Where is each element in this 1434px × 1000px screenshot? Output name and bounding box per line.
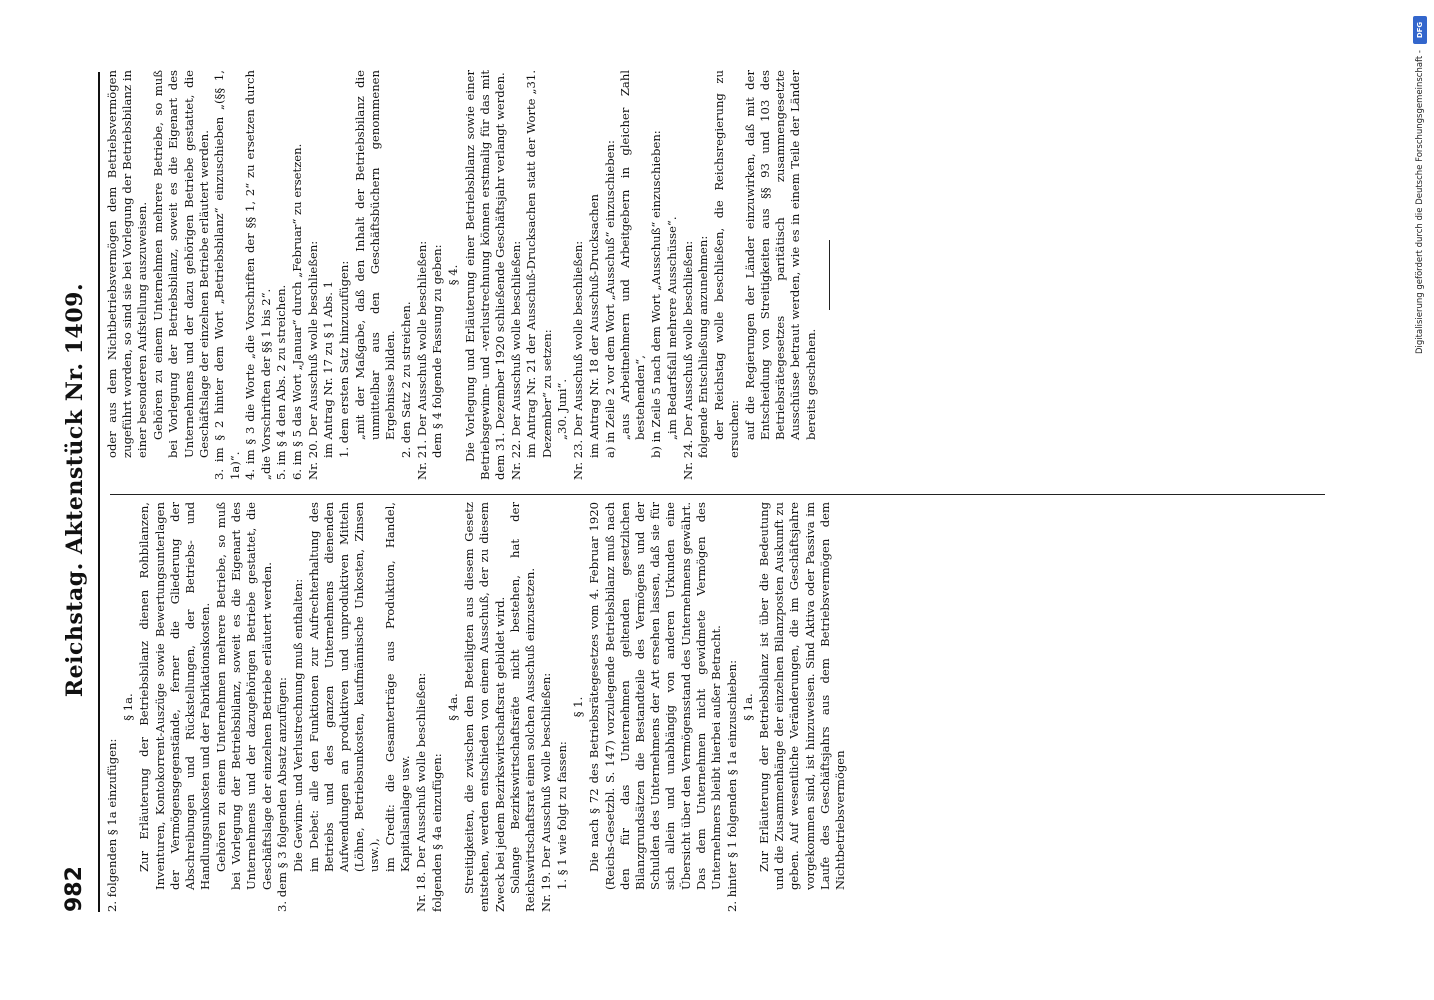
- header-rule: [98, 72, 100, 912]
- motion-heading: Nr. 21. Der Ausschuß wolle beschließen:: [414, 240, 429, 480]
- motion-heading: Nr. 24. Der Ausschuß wolle beschließen:: [680, 240, 695, 480]
- section-heading: § 4.: [446, 264, 461, 286]
- paragraph: im Antrag Nr. 17 zu § 1 Abs. 1: [321, 281, 336, 458]
- column-divider: [110, 494, 1325, 495]
- paragraph: 1. § 1 wie folgt zu fassen:: [554, 741, 569, 890]
- paragraph: 6. im § 5 das Wort „Januar“ durch „Februar“ zu ersetzen.: [289, 143, 304, 480]
- paragraph: 2. den Satz 2 zu streichen.: [398, 301, 413, 458]
- paragraph: auf die Regierungen der Länder einzuwirken, daß mit der Entscheidung von Streitigkeiten aus §§ 93 und 103 des Betriebsrätegesetzes paritätisch zusammengesetzte Ausschüsse betraut werden, wie es in einem Teile der Länder bereits geschehen.: [742, 70, 818, 440]
- paragraph: im Antrag Nr. 21 der Ausschuß-Drucksachen statt der Worte „31. Dezember“ zu setzen:: [524, 70, 554, 458]
- paragraph: 3. im § 2 hinter dem Wort „Betriebsbilanz“ einzuschieben „(§§ 1, 1a)“.: [212, 70, 242, 480]
- paragraph: a) in Zeile 2 vor dem Wort „Ausschuß“ einzuschieben:: [602, 140, 617, 458]
- section-heading: § 1a.: [121, 693, 136, 721]
- paragraph: im Debet: alle den Funktionen zur Aufrechterhaltung des Betriebs und des ganzen Unternehmens dienenden Aufwendungen an produktiven und unproduktiven Mitteln (Löhne, Betriebsunkosten, kaufmännische Unkosten, Zinsen usw.),: [306, 502, 382, 872]
- paragraph: „aus Arbeitnehmern und Arbeitgebern in gleicher Zahl bestehenden“,: [618, 70, 648, 440]
- paragraph: Zur Erläuterung der Betriebsbilanz dienen Rohbilanzen, Inventuren, Kontokorrent-Auszüge sowie Bewertungsunterlagen der Vermögensgegenstände, ferner die Gliederung der Abschreibungen und Rückstellungen, der Betriebs- und Handlungsunkosten und der Fabrikationskosten.: [137, 502, 213, 890]
- motion-heading: Nr. 22. Der Ausschuß wolle beschließen:: [508, 240, 523, 480]
- paragraph: Die nach § 72 des Betriebsrätegesetzes vom 4. Februar 1920 (Reichs-Gesetzbl. S. 147) vorzulegende Betriebsbilanz muß nach den für das Unternehmen geltenden gesetzlichen Bilanzgrundsätzen die Bestandteile des Vermögens und der Schulden des Unternehmens der Art ersehen lassen, daß sie für sich allein und unabhängig von anderen Urkunden eine Übersicht über den Vermögensstand des Unternehmens gewährt. Das dem Unternehmen nicht gewidmete Vermögen des Unternehmers bleibt hierbei außer Betracht.: [587, 502, 723, 890]
- dfg-logo-icon: DFG: [1413, 16, 1427, 44]
- paragraph: Gehören zu einem Unternehmen mehrere Betriebe, so muß bei Vorlegung der Betriebsbilanz, soweit es die Eigenart des Unternehmens und der dazu gehörigen Betriebe gestattet, die Geschäftslage der einzelnen Betriebe erläutert werden.: [151, 70, 211, 458]
- paragraph: „im Bedarfsfall mehrere Ausschüsse“.: [664, 216, 679, 440]
- section-heading: § 4a.: [445, 693, 460, 721]
- left-column: [105, 502, 1330, 912]
- paragraph: Die Gewinn- und Verlustrechnung muß enthalten:: [290, 578, 305, 872]
- paragraph: 2. hinter § 1 folgenden § 1a einzuschieben:: [724, 659, 739, 912]
- motion-heading: Nr. 20. Der Ausschuß wolle beschließen:: [305, 240, 320, 480]
- paragraph: folgende Entschließung anzunehmen:: [696, 235, 711, 458]
- paragraph: Zur Erläuterung der Betriebsbilanz ist über die Bedeutung und die Zusammenhänge der einzelnen Bilanzposten Auskunft zu geben. Auf wesentliche Veränderungen, die im Geschäftsjahre vorgekommen sind, ist hinzuweisen. Sind Aktiva oder Passiva im Laufe des Geschäftsjahrs aus dem Betriebsvermögen dem Nichtbetriebsvermögen: [757, 502, 848, 890]
- paragraph: folgenden § 4a einzufügen:: [429, 753, 444, 912]
- page-header: [62, 50, 98, 930]
- section-heading: § 1a.: [740, 693, 755, 721]
- sidebar-credit: [1408, 10, 1432, 990]
- paragraph: 4. im § 3 die Worte „die Vorschriften der §§ 1, 2“ zu ersetzen durch „die Vorschriften der §§ 1 bis 2“.: [243, 70, 273, 480]
- section-heading: § 1.: [571, 696, 586, 718]
- paragraph: b) in Zeile 5 nach dem Wort „Ausschuß“ einzuschieben:: [649, 130, 664, 458]
- paragraph: 1. dem ersten Satz hinzuzufügen:: [337, 260, 352, 458]
- paragraph: der Reichstag wolle beschließen, die Reichsregierung zu ersuchen:: [711, 70, 742, 458]
- paragraph: im Antrag Nr. 18 der Ausschuß-Drucksachen: [586, 194, 601, 458]
- paragraph: Gehören zu einem Unternehmen mehrere Betriebe, so muß bei Vorlegung der Betriebsbilanz, soweit es die Eigenart des Unternehmens und der dazugehörigen Betriebe gestattet, die Geschäftslage der einzelnen Betriebe erläutert werden.: [213, 502, 274, 890]
- end-rule: [829, 240, 830, 310]
- paragraph: Die Vorlegung und Erläuterung einer Betriebsbilanz sowie einer Betriebsgewinn- und -verlustrechnung können erstmalig für das mit dem 31. Dezember 1920 schließende Geschäftsjahr verlangt werden.: [462, 70, 508, 480]
- page-title: Reichstag. Aktenstück Nr. 1409.: [62, 282, 88, 698]
- right-column: [105, 70, 1330, 480]
- paragraph: 5. im § 4 den Abs. 2 zu streichen.: [274, 284, 289, 480]
- paragraph: 2. folgenden § 1a einzufügen:: [105, 738, 119, 912]
- paragraph: oder aus dem Nichtbetriebsvermögen dem Betriebsvermögen zugeführt worden, so sind sie bei Vorlegung der Betriebsbilanz in einer besonderen Aufstellung auszuweisen.: [105, 70, 150, 458]
- paragraph: dem § 4 folgende Fassung zu geben:: [430, 244, 445, 458]
- motion-heading: Nr. 23. Der Ausschuß wolle beschließen:: [571, 240, 586, 480]
- paragraph: Streitigkeiten, die zwischen den Beteiligten aus diesem Gesetz entstehen, werden entschieden von einem Ausschuß, der zu diesem Zweck bei jedem Bezirkswirtschaftsrat gebildet wird.: [462, 502, 507, 912]
- paragraph: Solange Bezirkswirtschaftsräte nicht bestehen, hat der Reichswirtschaftsrat einen solchen Ausschuß einzusetzen.: [508, 502, 538, 912]
- credit-text: Digitalisierung gefördert durch die Deutsche Forschungsgemeinschaft -: [1415, 50, 1425, 354]
- motion-heading: Nr. 19. Der Ausschuß wolle beschließen:: [539, 672, 554, 912]
- motion-heading: Nr. 18. Der Ausschuß wolle beschließen:: [414, 672, 429, 912]
- page-number: 982: [62, 866, 87, 912]
- paragraph: „30. Juni“.: [555, 378, 570, 440]
- paragraph: 3. dem § 3 folgenden Absatz anzufügen:: [275, 677, 290, 912]
- paragraph: im Credit: die Gesamterträge aus Produktion, Handel, Kapitalsanlage usw.: [383, 502, 413, 872]
- paragraph: „mit der Maßgabe, daß den Inhalt der Betriebsbilanz die unmittelbar aus den Geschäftsbüchern genommenen Ergebnisse bilden.: [352, 70, 398, 440]
